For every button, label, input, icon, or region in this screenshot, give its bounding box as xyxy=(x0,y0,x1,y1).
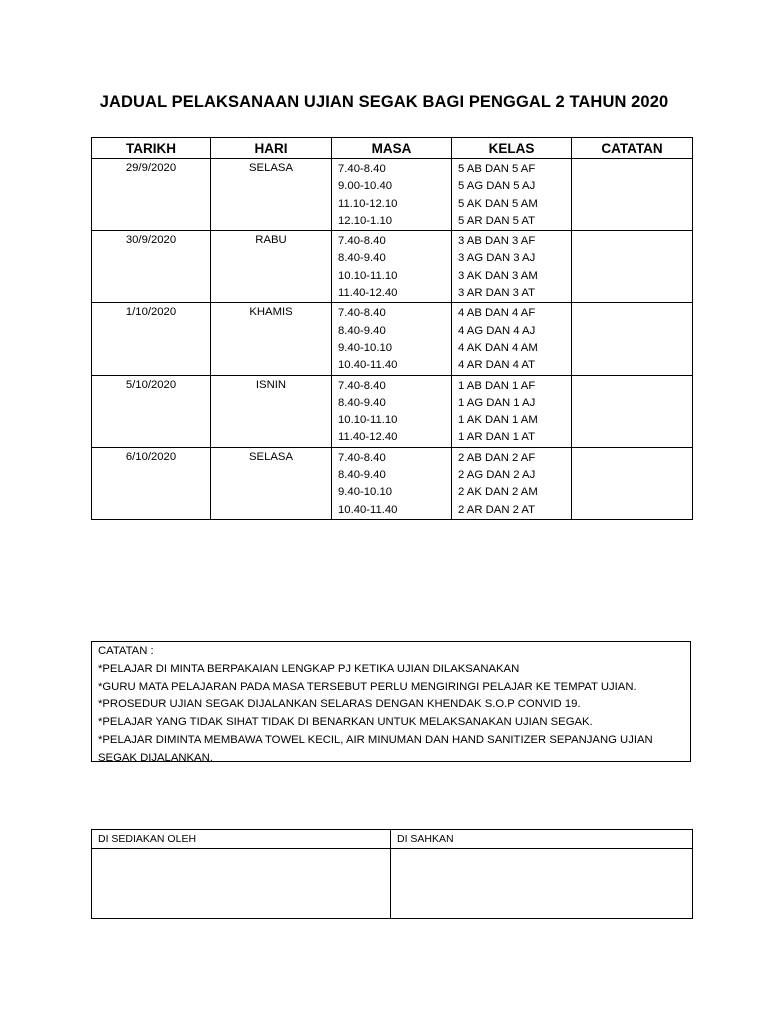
kelas-line: 1 AG DAN 1 AJ xyxy=(458,396,536,409)
kelas-line: 5 AK DAN 5 AM xyxy=(458,197,538,210)
kelas-line: 4 AR DAN 4 AT xyxy=(458,359,536,372)
cell-kelas xyxy=(452,159,572,231)
cell-hari: ISNIN xyxy=(211,375,332,447)
cell-catatan xyxy=(572,231,693,303)
cell-catatan xyxy=(572,303,693,375)
masa-line: 9.40-10.10 xyxy=(338,341,393,354)
cell-masa xyxy=(332,303,452,375)
header-catatan: CATATAN xyxy=(572,138,693,159)
cell-kelas xyxy=(452,303,572,375)
table-row xyxy=(92,231,693,303)
kelas-line: 2 AG DAN 2 AJ xyxy=(458,469,536,482)
kelas-line: 3 AR DAN 3 AT xyxy=(458,287,536,300)
kelas-line: 2 AB DAN 2 AF xyxy=(458,451,536,464)
note-item: *GURU MATA PELAJARAN PADA MASA TERSEBUT PERLU MENGIRINGI PELAJAR KE TEMPAT UJIAN. xyxy=(98,680,637,693)
kelas-line: 5 AR DAN 5 AT xyxy=(458,214,536,227)
cell-kelas xyxy=(452,375,572,447)
masa-line: 8.40-9.40 xyxy=(338,396,386,409)
prepared-by-label: DI SEDIAKAN OLEH xyxy=(92,830,391,849)
approved-by-label: DI SAHKAN xyxy=(391,830,693,849)
cell-tarikh: 29/9/2020 xyxy=(92,159,211,231)
kelas-line: 5 AB DAN 5 AF xyxy=(458,163,536,175)
kelas-line: 4 AB DAN 4 AF xyxy=(458,307,536,320)
masa-line: 7.40-8.40 xyxy=(338,307,386,320)
note-item: *PELAJAR YANG TIDAK SIHAT TIDAK DI BENARKAN UNTUK MELAKSANAKAN UJIAN SEGAK. xyxy=(98,716,593,729)
masa-line: 12.10-1.10 xyxy=(338,214,393,227)
cell-catatan xyxy=(572,375,693,447)
cell-hari: SELASA xyxy=(211,159,332,231)
masa-line: 10.10-11.10 xyxy=(338,414,398,427)
cell-hari: SELASA xyxy=(211,447,332,519)
masa-line: 7.40-8.40 xyxy=(338,379,386,392)
kelas-line: 5 AG DAN 5 AJ xyxy=(458,180,536,193)
kelas-line: 2 AK DAN 2 AM xyxy=(458,486,538,499)
masa-line: 8.40-9.40 xyxy=(338,252,386,265)
masa-line: 8.40-9.40 xyxy=(338,324,386,337)
note-item: *PROSEDUR UJIAN SEGAK DIJALANKAN SELARAS DENGAN KHENDAK S.O.P CONVID 19. xyxy=(98,698,581,711)
schedule-body xyxy=(92,159,693,520)
masa-line: 10.40-11.40 xyxy=(338,503,398,516)
kelas-line: 2 AR DAN 2 AT xyxy=(458,503,536,516)
header-hari: HARI xyxy=(211,138,332,159)
note-item: *PELAJAR DIMINTA MEMBAWA TOWEL KECIL, AIR MINUMAN DAN HAND SANITIZER SEPANJANG UJIAN SEGAK DIJALANKAN. xyxy=(98,733,653,764)
cell-kelas xyxy=(452,447,572,519)
cell-tarikh: 5/10/2020 xyxy=(92,375,211,447)
cell-catatan xyxy=(572,447,693,519)
masa-line: 11.40-12.40 xyxy=(338,431,398,444)
table-row xyxy=(92,447,693,519)
cell-masa xyxy=(332,447,452,519)
masa-line: 7.40-8.40 xyxy=(338,235,386,248)
cell-tarikh: 30/9/2020 xyxy=(92,231,211,303)
cell-tarikh: 1/10/2020 xyxy=(92,303,211,375)
prepared-by-signature-box xyxy=(92,849,391,919)
table-row xyxy=(92,375,693,447)
signoff-table xyxy=(91,829,693,919)
kelas-line: 1 AR DAN 1 AT xyxy=(458,431,536,444)
cell-hari: KHAMIS xyxy=(211,303,332,375)
note-item: *PELAJAR DI MINTA BERPAKAIAN LENGKAP PJ KETIKA UJIAN DILAKSANAKAN xyxy=(98,662,520,675)
cell-masa xyxy=(332,375,452,447)
masa-line: 10.10-11.10 xyxy=(338,269,398,282)
notes-box xyxy=(91,641,691,762)
cell-hari: RABU xyxy=(211,231,332,303)
masa-line: 10.40-11.40 xyxy=(338,359,398,372)
masa-line: 7.40-8.40 xyxy=(338,451,386,464)
masa-line: 9.00-10.40 xyxy=(338,180,393,193)
table-row xyxy=(92,303,693,375)
kelas-line: 1 AK DAN 1 AM xyxy=(458,414,538,427)
header-tarikh: TARIKH xyxy=(92,138,211,159)
schedule-table xyxy=(91,137,693,520)
cell-catatan xyxy=(572,159,693,231)
approved-by-signature-box xyxy=(391,849,693,919)
masa-line: 7.40-8.40 xyxy=(338,163,386,175)
cell-masa xyxy=(332,159,452,231)
cell-masa xyxy=(332,231,452,303)
header-kelas: KELAS xyxy=(452,138,572,159)
cell-tarikh: 6/10/2020 xyxy=(92,447,211,519)
kelas-line: 3 AB DAN 3 AF xyxy=(458,235,536,248)
masa-line: 11.40-12.40 xyxy=(338,287,398,300)
page-title: JADUAL PELAKSANAAN UJIAN SEGAK BAGI PENGGAL 2 TAHUN 2020 xyxy=(99,93,669,111)
table-row xyxy=(92,159,693,231)
kelas-line: 3 AK DAN 3 AM xyxy=(458,269,538,282)
notes-list xyxy=(98,661,690,768)
kelas-line: 4 AK DAN 4 AM xyxy=(458,341,538,354)
header-masa: MASA xyxy=(332,138,452,159)
kelas-line: 4 AG DAN 4 AJ xyxy=(458,324,536,337)
cell-kelas xyxy=(452,231,572,303)
masa-line: 8.40-9.40 xyxy=(338,469,386,482)
kelas-line: 3 AG DAN 3 AJ xyxy=(458,252,536,265)
notes-heading: CATATAN : xyxy=(98,645,154,657)
schedule-header-row xyxy=(92,138,693,159)
masa-line: 9.40-10.10 xyxy=(338,486,393,499)
kelas-line: 1 AB DAN 1 AF xyxy=(458,379,536,392)
masa-line: 11.10-12.10 xyxy=(338,197,398,210)
